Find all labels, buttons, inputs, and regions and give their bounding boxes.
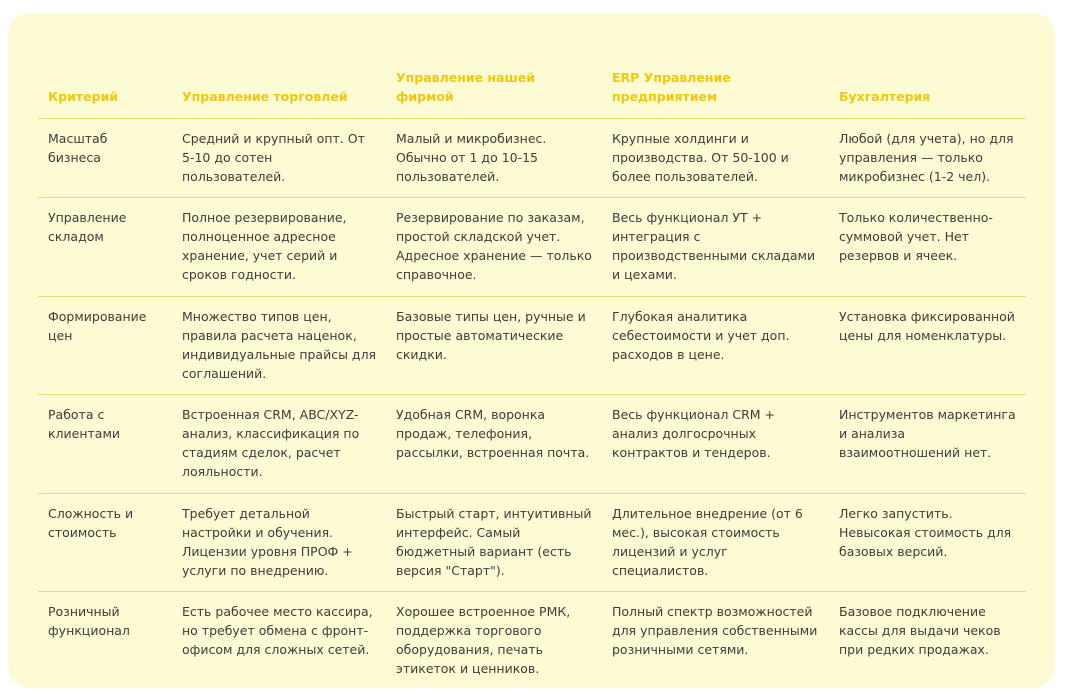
cell-accounting: Инструментов маркетинга и анализа взаимоотношений нет. xyxy=(829,395,1026,494)
table-row xyxy=(38,395,1026,494)
cell-erp: Весь функционал УТ + интеграция с производственными складами и цехами. xyxy=(602,198,829,297)
cell-accounting: Любой (для учета), но для управления — только микробизнес (1-2 чел). xyxy=(829,119,1026,198)
table-row xyxy=(38,592,1026,691)
cell-accounting: Установка фиксированной цены для номенклатуры. xyxy=(829,297,1026,395)
row-criterion: Формирование цен xyxy=(38,297,172,395)
table-row xyxy=(38,119,1026,198)
cell-erp: Полный спектр возможностей для управления собственными розничными сетями. xyxy=(612,604,818,657)
header-our-firm-management: Управление нашей фирмой xyxy=(386,49,602,119)
row-criterion: Масштаб бизнеса xyxy=(38,119,172,198)
cell-our-firm-management: Быстрый старт, интуитивный интерфейс. Самый бюджетный вариант (есть версия "Старт"). xyxy=(386,494,602,592)
row-criterion: Управление складом xyxy=(38,198,172,297)
table-row xyxy=(38,494,1026,592)
cell-trade-management: Средний и крупный опт. От 5-10 до сотен пользователей. xyxy=(172,119,386,198)
cell-accounting: Легко запустить. Невысокая стоимость для базовых версий. xyxy=(829,494,1026,592)
header-trade-management: Управление торговлей xyxy=(172,49,386,119)
table-header-row xyxy=(38,49,1026,119)
cell-our-firm-management: Удобная CRM, воронка продаж, телефония, рассылки, встроенная почта. xyxy=(386,395,602,494)
cell-erp: Длительное внедрение (от 6 мес.), высокая стоимость лицензий и услуг специалистов. xyxy=(602,494,829,592)
header-criterion: Критерий xyxy=(38,49,172,119)
cell-our-firm-management: Хорошее встроенное РМК, поддержка торгового оборудования, печать этикеток и ценников. xyxy=(396,604,571,676)
header-erp: ERP Управление предприятием xyxy=(602,49,829,119)
header-accounting: Бухгалтерия xyxy=(829,49,1026,119)
cell-erp: Глубокая аналитика себестоимости и учет доп. расходов в цене. xyxy=(602,297,829,395)
cell-erp: Весь функционал CRM + анализ долгосрочных контрактов и тендеров. xyxy=(602,395,829,494)
cell-trade-management: Требует детальной настройки и обучения. Лицензии уровня ПРОФ + услуги по внедрению. xyxy=(172,494,386,592)
row-criterion: Сложность и стоимость xyxy=(38,494,172,592)
cell-erp: Крупные холдинги и производства. От 50-100 и более пользователей. xyxy=(602,119,829,198)
table-row xyxy=(38,198,1026,297)
row-criterion: Работа с клиентами xyxy=(38,395,172,494)
cell-accounting: Базовое подключение кассы для выдачи чеков при редких продажах. xyxy=(839,604,1001,657)
comparison-table xyxy=(38,49,1026,690)
cell-trade-management: Полное резервирование, полноценное адресное хранение, учет серий и сроков годности. xyxy=(172,198,386,297)
cell-our-firm-management: Базовые типы цен, ручные и простые автоматические скидки. xyxy=(386,297,602,395)
cell-trade-management: Встроенная CRM, ABC/XYZ-анализ, классификация по стадиям сделок, расчет лояльности. xyxy=(172,395,386,494)
row-criterion: Розничный функционал xyxy=(48,604,130,638)
cell-our-firm-management: Резервирование по заказам, простой складской учет. Адресное хранение — только справочное. xyxy=(386,198,602,297)
cell-trade-management: Есть рабочее место кассира, но требует обмена с фронт-офисом для сложных сетей. xyxy=(182,604,373,657)
cell-accounting: Только количественно-суммовой учет. Нет резервов и ячеек. xyxy=(829,198,1026,297)
comparison-card xyxy=(8,13,1055,688)
cell-trade-management: Множество типов цен, правила расчета наценок, индивидуальные прайсы для соглашений. xyxy=(172,297,386,395)
cell-our-firm-management: Малый и микробизнес. Обычно от 1 до 10-15 пользователей. xyxy=(386,119,602,198)
table-row xyxy=(38,297,1026,395)
